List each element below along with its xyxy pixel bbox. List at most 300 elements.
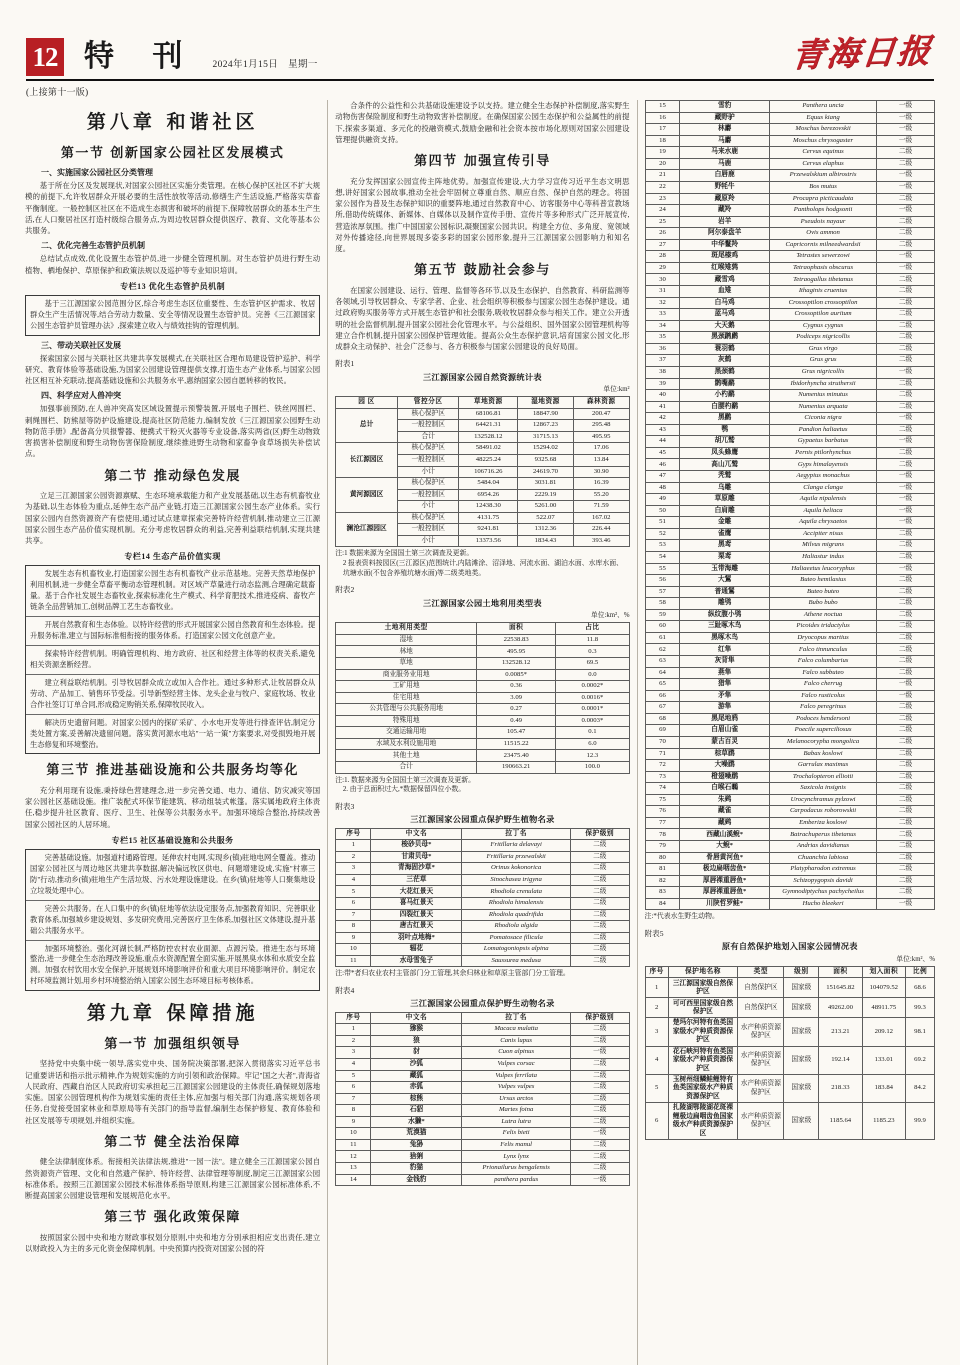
table-cell: 猞猁 (371, 1151, 462, 1163)
table-cell: 0.3 (556, 646, 629, 658)
table-cell: 42 (645, 413, 680, 425)
table-cell: Andrias davidianus (770, 841, 877, 853)
table-cell: 燕隼 (680, 667, 770, 679)
paragraph: 总结试点成效,优化设置生态管护员,进一步健全管理机制。对生态管护员进行野生动植物、栖地保护、草原保护和政策法规以及巡护等专业知识培训。 (25, 254, 321, 275)
table-cell: 水产种质资源保护区 (738, 1074, 784, 1102)
table-row (336, 646, 629, 658)
table-cell: 国家级 (784, 978, 819, 998)
table-cell: 6.0 (556, 738, 629, 750)
table-cell: 11 (336, 955, 371, 967)
table-cell: 公共管理与公共服务用地 (336, 704, 477, 716)
table-row (645, 101, 934, 113)
table-cell: 64421.31 (459, 420, 518, 432)
table-cell: 湿地 (336, 634, 477, 646)
table-cell: 三茫草 (371, 874, 462, 886)
table-cell: 沙狐 (371, 1058, 462, 1070)
table-cell: 自然保护区 (738, 978, 784, 998)
table-cell: 藏鹀 (680, 817, 770, 829)
table-cell: 1185.23 (862, 1103, 905, 1140)
table-cell: 二级 (877, 158, 935, 170)
table-cell: 17 (645, 124, 680, 136)
table-cell: Aquila heliaca (770, 505, 877, 517)
table-cell: 67 (645, 702, 680, 714)
table-header-cell: 拉丁名 (462, 1012, 571, 1024)
newspaper-logo: 青海日报 (789, 30, 935, 75)
table-cell: 二级 (570, 1070, 629, 1082)
appendix-table-1-unit: 单位:km² (603, 385, 630, 393)
table-cell: 核心保护区 (397, 408, 459, 420)
table-cell: Bos mutus (770, 181, 877, 193)
table-cell: 鹮嘴鹬 (680, 378, 770, 390)
table-cell: 二级 (877, 424, 935, 436)
table-cell: Schizopygopsis davidi (770, 875, 877, 887)
table-cell: 2 (645, 998, 668, 1018)
table-cell: 一级 (877, 181, 935, 193)
table-cell: 8 (336, 921, 371, 933)
table-cell: 水产种质资源保护区 (738, 1103, 784, 1140)
table-row (645, 667, 934, 679)
table-cell: 一级 (877, 101, 935, 113)
table-cell: 44 (645, 436, 680, 448)
paragraph: 基于所在分区及发展现状,对国家公园社区实施分类管理。在核心保护区社区不扩大规模的前提下,允许牧居群众开展必要的生活性放牧等活动,修缮生产生活设施,严格落实草畜平衡制度。一般控制区社区在不造成生态损害和破坏的前提下,保障牧居群众的基本生产生活,在人口聚居社区打造村级综合服务点,为周边牧居群众提供医疗、教育、文化等基本公共服务。 (25, 181, 321, 235)
box-divider (26, 616, 319, 617)
table-cell: Lynx lynx (462, 1151, 571, 1163)
table-cell: Cervus elaphus (770, 158, 877, 170)
table-cell: 二级 (877, 147, 935, 159)
table-cell: 二级 (877, 193, 935, 205)
table-cell: 21 (645, 170, 680, 182)
table-cell: 81 (645, 864, 680, 876)
table-cell: 核心保护区 (397, 512, 459, 524)
table-header-row (336, 623, 629, 635)
table-row (336, 715, 629, 727)
table-cell: 69 (645, 725, 680, 737)
table-cell: 65 (645, 679, 680, 691)
table-header-cell: 序号 (336, 828, 371, 840)
table-cell: Poecile superciliosus (770, 725, 877, 737)
table-cell: Ciconia nigra (770, 413, 877, 425)
table-cell: 玉树州细鳞鲑鲤特有鱼类国家级水产种质资源保护区 (668, 1074, 737, 1102)
table-row (645, 262, 934, 274)
table-cell: 84 (645, 898, 680, 910)
table-row (645, 251, 934, 263)
appendix-table-3 (335, 828, 629, 968)
table-cell: 其他土地 (336, 750, 477, 762)
appendix-table-2-note (335, 776, 629, 795)
table-header-cell: 划入面积 (862, 966, 905, 978)
table-row (645, 343, 934, 355)
subheading-8-1-1: 一、实施国家公园社区分类管理 (41, 168, 153, 177)
column-1 (18, 100, 327, 1365)
table-row (336, 1151, 629, 1163)
table-cell: 68.6 (906, 978, 935, 998)
table-row (336, 1035, 629, 1047)
table-header-cell: 类型 (738, 966, 784, 978)
table-cell: 二级 (877, 528, 935, 540)
table-cell: 厚唇裸重唇鱼* (680, 887, 770, 899)
table-cell: 167.02 (573, 512, 629, 524)
table-cell: 一级 (877, 251, 935, 263)
table-cell: 5261.00 (518, 501, 574, 513)
table-cell: 15294.02 (518, 443, 574, 455)
table-cell: 11 (336, 1139, 371, 1151)
table-cell: 白腰杓鹬 (680, 401, 770, 413)
table-cell: 68106.81 (459, 408, 518, 420)
table-cell: 183.84 (862, 1074, 905, 1102)
table-row (336, 909, 629, 921)
table-cell: 扎陵湖鄂陵湖花斑裸鲤极边扁咽齿鱼国家级水产种质资源保护区 (668, 1103, 737, 1140)
table-cell: 甘肃贝母* (371, 851, 462, 863)
column-3 (637, 100, 942, 1365)
table-cell: 52 (645, 528, 680, 540)
table-cell: 132528.12 (477, 657, 556, 669)
table-row (645, 158, 934, 170)
table-cell: 二级 (570, 1035, 629, 1047)
table-row (336, 657, 629, 669)
sidebar-box-13-title: 专栏13 优化生态管护员机制 (120, 281, 226, 291)
table-row (645, 540, 934, 552)
table-cell: 一级 (570, 1128, 629, 1140)
table-cell: 花石峡河特有鱼类国家级水产种质资源保护区 (668, 1046, 737, 1074)
table-row (645, 898, 934, 910)
table-cell: 84.2 (906, 1074, 935, 1102)
table-cell: 赤狐 (371, 1082, 462, 1094)
table-cell: 393.46 (573, 535, 629, 547)
table-cell: 草原雕 (680, 494, 770, 506)
table-body (336, 408, 629, 547)
table-cell: 血雉 (680, 286, 770, 298)
table-cell: 二级 (570, 921, 629, 933)
table-cell: 12.3 (556, 750, 629, 762)
table-cell: 78 (645, 829, 680, 841)
appendix-table-4-label: 附表4 (335, 986, 355, 995)
table-cell: 厚唇裸重唇鱼* (680, 875, 770, 887)
table-cell: 大鲵* (680, 841, 770, 853)
paragraph: 按照国家公园中央和地方财政事权划分原则,中央和地方分别承担相应支出责任,建立以财政投入为主的多元化资金保障机制。中央预算内投资对国家公园的符 (25, 1232, 321, 1253)
table-cell: 一级 (877, 366, 935, 378)
table-row (645, 205, 934, 217)
article-columns (18, 100, 942, 1365)
section-heading-8-2: 第二节 推动绿色发展 (104, 468, 241, 484)
table-cell: Pomatosace filicula (462, 932, 571, 944)
table-cell: 1 (336, 1024, 371, 1036)
table-row (645, 887, 934, 899)
table-cell: 38 (645, 366, 680, 378)
table-cell: 132528.12 (459, 431, 518, 443)
table-cell: 74 (645, 783, 680, 795)
table-cell: 二级 (570, 932, 629, 944)
table-cell: 水产种质资源保护区 (738, 1018, 784, 1046)
table-cell: 二级 (570, 874, 629, 886)
table-cell: 高山兀鹫 (680, 459, 770, 471)
table-cell: 9 (336, 1116, 371, 1128)
table-cell: 0.49 (477, 715, 556, 727)
table-cell: 一级 (877, 170, 935, 182)
table-cell: Felis bieti (462, 1128, 571, 1140)
table-cell: 12867.23 (518, 420, 574, 432)
table-cell: 495.95 (477, 646, 556, 658)
table-cell: 核心保护区 (397, 478, 459, 490)
table-cell: 26 (645, 228, 680, 240)
table-row (645, 841, 934, 853)
table-cell: 雪豹 (680, 101, 770, 113)
paragraph: 加强环境整治。强化河湖长制,严格防控农村农业面源、点源污染。推进生态与环境整治,进一步健全生态治理改善设施,重点水资源配置全面实施,开展黑臭水体和水质安全监测。加强农村饮用水安全保护,开展规划环境影响评价和重大项目环境影响评价。制定农村环境监测计划,用乡村环境整治纳入国家公园生态环境目标考核体系。 (30, 943, 316, 986)
table-cell: 76 (645, 806, 680, 818)
table-row (645, 135, 934, 147)
section-heading-8-1: 第一节 创新国家公园社区发展模式 (60, 145, 285, 161)
table-header-cell: 中文名 (371, 1012, 462, 1024)
table-row (645, 332, 934, 344)
table-cell: Cervus equinus (770, 147, 877, 159)
table-header-row (336, 828, 629, 840)
table-row (645, 528, 934, 540)
table-cell: 49 (645, 494, 680, 506)
table-body (336, 840, 629, 967)
table-cell: 二级 (877, 887, 935, 899)
table-cell: 218.33 (819, 1074, 862, 1102)
table-cell: 红隼 (680, 644, 770, 656)
table-cell: Picoides tridactylus (770, 621, 877, 633)
table-cell: Lomatogoniopsis alpina (462, 944, 571, 956)
sidebar-box-13 (25, 295, 320, 336)
table-cell: Ithaginis cruentus (770, 286, 877, 298)
table-cell: 橙翅噪鹛 (680, 771, 770, 783)
table-row (336, 727, 629, 739)
table-cell: 乌雕 (680, 482, 770, 494)
table-row (336, 692, 629, 704)
table-cell: 34 (645, 320, 680, 332)
table-cell: 一级 (877, 482, 935, 494)
table-cell: Hucho bleekeri (770, 898, 877, 910)
table-row (336, 1116, 629, 1128)
table-cell: 3 (336, 1047, 371, 1059)
table-cell: 71 (645, 748, 680, 760)
table-cell: 住宅用地 (336, 692, 477, 704)
table-cell: 一级 (877, 563, 935, 575)
table-cell: 61 (645, 632, 680, 644)
table-cell: 1185.64 (819, 1103, 862, 1140)
table-row (336, 762, 629, 774)
table-header-cell: 保护级别 (570, 828, 629, 840)
table-cell: 5 (645, 1074, 668, 1102)
table-cell: Chuanchia labiosa (770, 852, 877, 864)
table-cell: 0.0003* (556, 715, 629, 727)
table-header-cell: 管控分区 (397, 397, 459, 409)
table-row (336, 897, 629, 909)
table-cell: Fritillaria delavayi (462, 840, 571, 852)
table-cell: 209.12 (862, 1018, 905, 1046)
table-cell: Felis manul (462, 1139, 571, 1151)
publication-date: 2024年1月15日 星期一 (212, 60, 318, 70)
subheading-8-1-2: 二、优化完善生态管护员机制 (41, 241, 145, 251)
table-cell: 青海固沙草* (371, 863, 462, 875)
table-cell: 四裂红景天 (371, 909, 462, 921)
table-cell: 27 (645, 239, 680, 251)
table-cell: 72 (645, 760, 680, 772)
table-row (645, 239, 934, 251)
table-cell: 马麝 (680, 135, 770, 147)
table-cell: 23 (645, 193, 680, 205)
table-row (645, 829, 934, 841)
table-cell: Batrachuperus tibetanus (770, 829, 877, 841)
table-cell: 二级 (570, 1105, 629, 1117)
table-cell: 二级 (877, 286, 935, 298)
table-header-cell: 保护地名称 (668, 966, 737, 978)
table-row (645, 563, 934, 575)
table-cell: 6 (336, 897, 371, 909)
table-cell: 一级 (570, 1047, 629, 1059)
table-cell: 73 (645, 771, 680, 783)
table-cell: 0.36 (477, 681, 556, 693)
table-cell: 藏羚 (680, 205, 770, 217)
table-cell: 一级 (877, 494, 935, 506)
table-cell: Crossoptilon auritum (770, 309, 877, 321)
table-cell: 二级 (877, 621, 935, 633)
table-cell: 9241.81 (459, 524, 518, 536)
table-cell: 295.48 (573, 420, 629, 432)
table-cell: 一级 (877, 517, 935, 529)
paragraph: 合条件的公益性和公共基础设施建设予以支持。建立健全生态保护补偿制度,落实野生动物伤害保险制度和野生动物致害补偿制度。在确保国家公园生态保护和公益属性的前提下,探索多渠道、多元化的投融资模式,鼓励金融和社会资本按市场化原则对国家公园建设管理提供融资支持。 (335, 101, 630, 144)
table-cell: 28 (645, 251, 680, 263)
table-row (645, 147, 934, 159)
table-cell: 37 (645, 355, 680, 367)
table-cell: 49262.00 (819, 998, 862, 1018)
table-cell: Procapra picticaudata (770, 193, 877, 205)
table-cell: Moschus berezovskii (770, 124, 877, 136)
table-cell: 灰鹤 (680, 355, 770, 367)
table-cell: 二级 (877, 390, 935, 402)
table-cell: 林地 (336, 646, 477, 658)
table-cell: 106716.26 (459, 466, 518, 478)
appendix-table-4-note: 注:*代表水生野生动物。 (644, 913, 719, 921)
box-divider (26, 645, 319, 646)
table-cell: 大鵟 (680, 575, 770, 587)
table-cell: 1 (645, 978, 668, 998)
box-divider (26, 674, 319, 675)
table-header-cell: 草地资源 (459, 397, 518, 409)
table-cell: 石貂 (371, 1105, 462, 1117)
table-cell: Tetrastes sewerzowi (770, 251, 877, 263)
table-cell: 一级 (877, 135, 935, 147)
table-cell: 二级 (877, 771, 935, 783)
table-cell: 骨唇黄河鱼* (680, 852, 770, 864)
table-cell: Rhodiola himalensis (462, 897, 571, 909)
table-cell: 46 (645, 459, 680, 471)
table-cell: 二级 (570, 1116, 629, 1128)
table-cell: 阿尔泰盘羊 (680, 228, 770, 240)
table-cell: 0.0001* (556, 704, 629, 716)
table-cell: Moschus chrysogaster (770, 135, 877, 147)
table-cell: 二级 (570, 1024, 629, 1036)
subheading-8-1-3: 三、带动关联社区发展 (41, 340, 121, 350)
table-cell: 17.06 (573, 443, 629, 455)
paragraph: 充分利用现有设施,秉持绿色营建理念,进一步完善交通、电力、通信、防灾减灾等国家公园社区基础设施。推广装配式环保节能建筑、移动组装式帐篷。落实属地政府主体责任,稳步提升社区教育、医疗、卫生、社保等公共服务水平。加强环境综合整治,持续改善国家公园社区的人居环境。 (25, 785, 321, 829)
table-cell: Falco rusticolus (770, 690, 877, 702)
table-cell: 二级 (877, 806, 935, 818)
table-cell: 51 (645, 517, 680, 529)
table-header-row (336, 1012, 629, 1024)
note-line: 2 报表资料按园区(三江源区)范围统计,内陆滩涂、沼泽地、河流水面、湖泊水面、水库水面、坑塘水面(不包含养殖坑塘水面)等二级类地类。 (342, 560, 624, 577)
table-cell: Numenius arquata (770, 401, 877, 413)
table-row (645, 447, 934, 459)
table-cell: 63 (645, 656, 680, 668)
paragraph: 建立利益联结机制。引导牧居群众成立或加入合作社。通过多种形式,让牧居群众从劳动、产品加工、销售环节受益。引导新型经营主体、龙头企业与牧户、家庭牧场、牧业合作社签订订单合同,形成稳定购销关系,保障牧民收入。 (30, 677, 316, 709)
table-cell: 纵纹腹小鸮 (680, 609, 770, 621)
paragraph: 坚持党中央集中统一领导,落实党中央、国务院决策部署,把深入贯彻落实习近平总书记重要讲话和指示批示精神,作为规划实施的方向引领和政治保障。牢记"国之大者",青海省人民政府、西藏自治区人民政府切实承担起三江源国家公园建设的主体责任,确保规划落地实施。国家公园管理机构作为规划实施的责任主体,应加强与相关部门沟通,落实规划各项任务,自觉接受国家林业和草原局等有关部门的指导监督,编制生态保护修复、教育体验和社区发展等专项规划,并组织实施。 (25, 1059, 321, 1125)
table-cell: 3 (336, 863, 371, 875)
table-cell: 草地 (336, 657, 477, 669)
table-cell: 朱鹀 (680, 794, 770, 806)
table-cell: 二级 (570, 944, 629, 956)
table-cell: 藏狐 (371, 1070, 462, 1082)
table-row (645, 598, 934, 610)
page-title: 特 刊 (84, 39, 197, 74)
table-cell: 一级 (877, 205, 935, 217)
table-cell: 105.47 (477, 727, 556, 739)
table-row (336, 1070, 629, 1082)
table-cell: Prionailurus bengalensis (462, 1163, 571, 1175)
table-cell: 4 (336, 874, 371, 886)
table-cell: Falco peregrinus (770, 702, 877, 714)
table-cell: 二级 (877, 309, 935, 321)
table-cell: 213.21 (819, 1018, 862, 1046)
table-cell: 岩羊 (680, 216, 770, 228)
table-cell: Panthera uncia (770, 101, 877, 113)
table-cell: 12438.30 (459, 501, 518, 513)
appendix-table-4-continued (645, 100, 935, 910)
appendix-table-4 (335, 1012, 629, 1186)
table-cell: 二级 (877, 459, 935, 471)
table-cell: 24 (645, 205, 680, 217)
table-header-cell: 中文名 (371, 828, 462, 840)
table-row (336, 944, 629, 956)
table-cell: 48 (645, 482, 680, 494)
table-cell: Saxicola insignis (770, 783, 877, 795)
table-row (336, 921, 629, 933)
table-cell: 75 (645, 794, 680, 806)
table-header-cell: 占比 (556, 623, 629, 635)
table-row (645, 794, 934, 806)
table-cell: 大花红景天 (371, 886, 462, 898)
table-cell: 黑颈䴙䴘 (680, 332, 770, 344)
sidebar-box-15-title: 专栏15 社区基础设施和公共服务 (111, 835, 234, 845)
table-cell: Equus kiang (770, 112, 877, 124)
table-header-cell: 保护级别 (570, 1012, 629, 1024)
table-cell: 金钱豹 (371, 1174, 462, 1186)
table-row (645, 679, 934, 691)
table-cell: 猎隼 (680, 679, 770, 691)
table-cell: 82 (645, 875, 680, 887)
table-cell: Gypaetus barbatus (770, 436, 877, 448)
table-cell: 11.8 (556, 634, 629, 646)
table-row (645, 806, 934, 818)
table-row (645, 170, 934, 182)
table-cell: 国家级 (784, 1046, 819, 1074)
table-cell: 一级 (877, 413, 935, 425)
table-cell: 川陕哲罗鲑* (680, 898, 770, 910)
table-cell: Grus virgo (770, 343, 877, 355)
table-row (336, 704, 629, 716)
table-cell: Pandion haliaetus (770, 424, 877, 436)
table-row (645, 875, 934, 887)
table-row (336, 1163, 629, 1175)
table-cell: 83 (645, 887, 680, 899)
table-cell: Pantholops hodgsonii (770, 205, 877, 217)
table-cell: 4 (336, 1058, 371, 1070)
table-cell: 黑尾地鸦 (680, 713, 770, 725)
table-cell: 辐花 (371, 944, 462, 956)
table-row (645, 309, 934, 321)
